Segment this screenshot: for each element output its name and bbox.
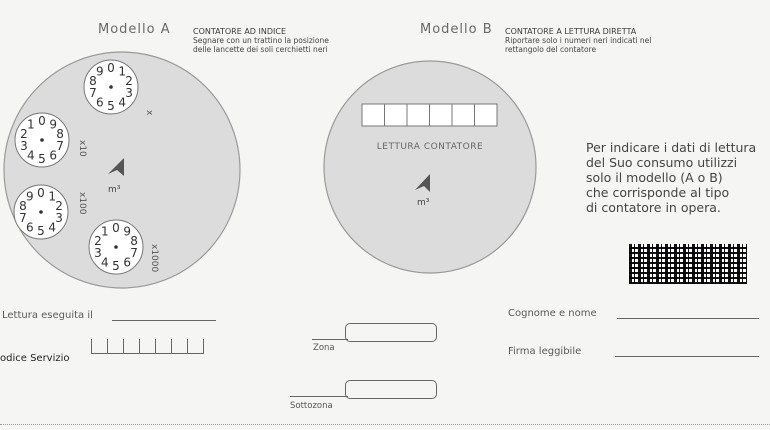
sottozona-leader-line (290, 396, 348, 397)
model-a-meter (0, 0, 300, 300)
dial-multiplier-label: x (144, 110, 154, 116)
dial-3 (14, 185, 68, 239)
dial-2 (15, 113, 69, 167)
dial-digit: 9 (49, 117, 57, 132)
zona-label: Zona (313, 343, 335, 353)
dial-digit: 8 (56, 127, 64, 142)
dial-digit: 0 (112, 221, 120, 235)
dial-digit: 1 (101, 224, 109, 239)
reading-digit-box (475, 104, 498, 126)
info-line-4: che corrisponde al tipo (586, 185, 730, 200)
dial-digit: 5 (107, 99, 115, 113)
dial-digit: 5 (37, 224, 45, 238)
dial-digit: 2 (94, 234, 102, 249)
dial-digit: 4 (101, 255, 109, 270)
model-b-title: Modello B (420, 22, 493, 37)
dial-digit: 8 (130, 234, 138, 249)
dial-digit: 3 (20, 138, 28, 153)
dial-digit: 5 (38, 152, 46, 166)
reading-digit-box (430, 104, 453, 126)
info-line-1: Per indicare i dati di lettura (586, 140, 757, 155)
dial-digit: 9 (26, 189, 34, 204)
dial-digit: 1 (27, 117, 35, 132)
lettura-date-field[interactable] (112, 320, 216, 321)
bottom-rule (0, 424, 770, 425)
dial-digit: 2 (125, 74, 133, 89)
dial-digit: 7 (130, 245, 138, 260)
dial-multiplier-label: x100 (77, 192, 87, 215)
dial-4 (89, 220, 143, 274)
dial-digit: 5 (112, 259, 120, 273)
dial-digit: 3 (125, 85, 133, 100)
dial-digit: 3 (55, 210, 63, 225)
dial-digit: 1 (118, 64, 126, 79)
dial-digit: 2 (20, 127, 28, 142)
zona-leader-line (312, 339, 348, 340)
model-b-subtitle: CONTATORE A LETTURA DIRETTA (505, 27, 637, 36)
cognome-field[interactable] (617, 318, 759, 319)
dial-digit: 1 (48, 189, 56, 204)
info-line-5: di contatore in opera. (586, 200, 721, 215)
reading-label: LETTURA CONTATORE (376, 142, 484, 152)
dial-multiplier-label: x1000 (149, 244, 159, 273)
dial-digit: 2 (55, 199, 63, 214)
firma-field[interactable] (615, 356, 759, 357)
zona-input[interactable] (345, 323, 437, 342)
model-b-meter (320, 50, 540, 290)
dial-digit: 7 (19, 210, 27, 225)
sottozona-input[interactable] (345, 380, 437, 399)
dial-1 (84, 60, 138, 114)
dial-digit: 7 (56, 138, 64, 153)
dial-digit: 4 (48, 220, 56, 235)
model-a-unit: m³ (108, 185, 121, 195)
dial-digit: 9 (96, 64, 104, 79)
codice-servizio-label: odice Servizio (0, 353, 70, 364)
model-b-unit: m³ (417, 198, 430, 208)
info-line-3: solo il modello (A o B) (586, 170, 723, 185)
dial-digit: 4 (27, 148, 35, 163)
dial-digit: 3 (94, 245, 102, 260)
lettura-label: Lettura eseguita il (2, 310, 93, 321)
reading-digit-box (452, 104, 475, 126)
codice-servizio-field[interactable] (91, 339, 204, 354)
reading-digit-box (385, 104, 408, 126)
model-a-title: Modello A (98, 22, 171, 37)
model-a-description: Segnare con un trattino la posizione delle lancette dei soli cerchietti neri (193, 36, 329, 54)
info-line-2: del Suo consumo utilizzi (586, 155, 738, 170)
dial-digit: 8 (19, 199, 27, 214)
cognome-label: Cognome e nome (508, 308, 597, 319)
reading-digit-box (362, 104, 385, 126)
datamatrix-code-icon (629, 244, 747, 284)
dial-digit: 0 (38, 114, 46, 128)
reading-digit-box (407, 104, 430, 126)
dial-digit: 7 (89, 85, 97, 100)
dial-digit: 6 (49, 148, 57, 163)
dial-digit: 6 (26, 220, 34, 235)
dial-digit: 4 (118, 95, 126, 110)
dial-multiplier-label: x10 (77, 140, 87, 157)
firma-label: Firma leggibile (508, 346, 582, 357)
dial-digit: 6 (96, 95, 104, 110)
dial-digit: 9 (123, 224, 131, 239)
dial-digit: 0 (107, 61, 115, 75)
sottozona-label: Sottozona (290, 401, 333, 411)
dial-digit: 8 (89, 74, 97, 89)
info-text (586, 140, 770, 215)
model-b-description: Riportare solo i numeri neri indicati nel rettangolo del contatore (505, 36, 652, 54)
dial-digit: 0 (37, 186, 45, 200)
model-a-subtitle: CONTATORE AD INDICE (193, 27, 287, 36)
dial-digit: 6 (123, 255, 131, 270)
